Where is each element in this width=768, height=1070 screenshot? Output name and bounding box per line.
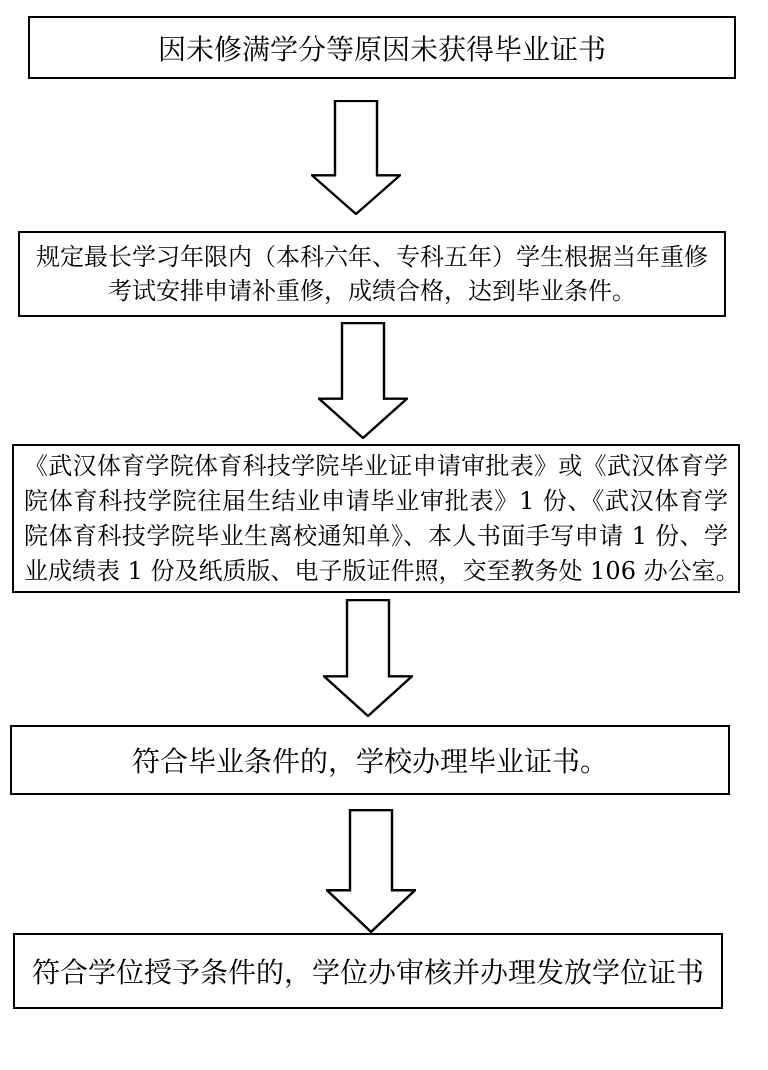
flow-step-1-text: 因未修满学分等原因未获得毕业证书 <box>157 32 606 66</box>
down-block-arrow-icon <box>318 322 408 439</box>
flow-step-2-text-line2: 考试安排申请补重修，成绩合格，达到毕业条件。 <box>108 277 636 305</box>
down-block-arrow-icon <box>323 599 413 717</box>
flow-step-1-box <box>28 16 736 79</box>
flow-step-3-text-line3: 院体育科技学院毕业生离校通知单》、本人书面手写申请 1 份、学 <box>24 521 728 550</box>
flow-step-4-text: 符合毕业条件的，学校办理毕业证书。 <box>131 745 608 778</box>
flow-step-3-text-line4: 业成绩表 1 份及纸质版、电子版证件照，交至教务处 106 办公室。 <box>24 556 740 585</box>
flow-step-2-box <box>18 231 726 317</box>
flow-step-5-box <box>13 933 723 1009</box>
flow-step-4-box <box>10 725 730 795</box>
flow-step-3-text-line1: 《武汉体育学院体育科技学院毕业证申请审批表》或《武汉体育学 <box>24 451 728 480</box>
flow-step-3-box <box>12 444 740 593</box>
flow-step-3-text-line2: 院体育科技学院往届生结业申请毕业审批表》1 份、《武汉体育学 <box>24 486 728 515</box>
down-block-arrow-icon <box>326 809 416 933</box>
flow-step-5-text: 符合学位授予条件的，学位办审核并办理发放学位证书 <box>31 956 704 989</box>
flow-step-2-text-line1: 规定最长学习年限内（本科六年、专科五年）学生根据当年重修 <box>36 243 708 271</box>
down-block-arrow-icon <box>311 100 401 215</box>
